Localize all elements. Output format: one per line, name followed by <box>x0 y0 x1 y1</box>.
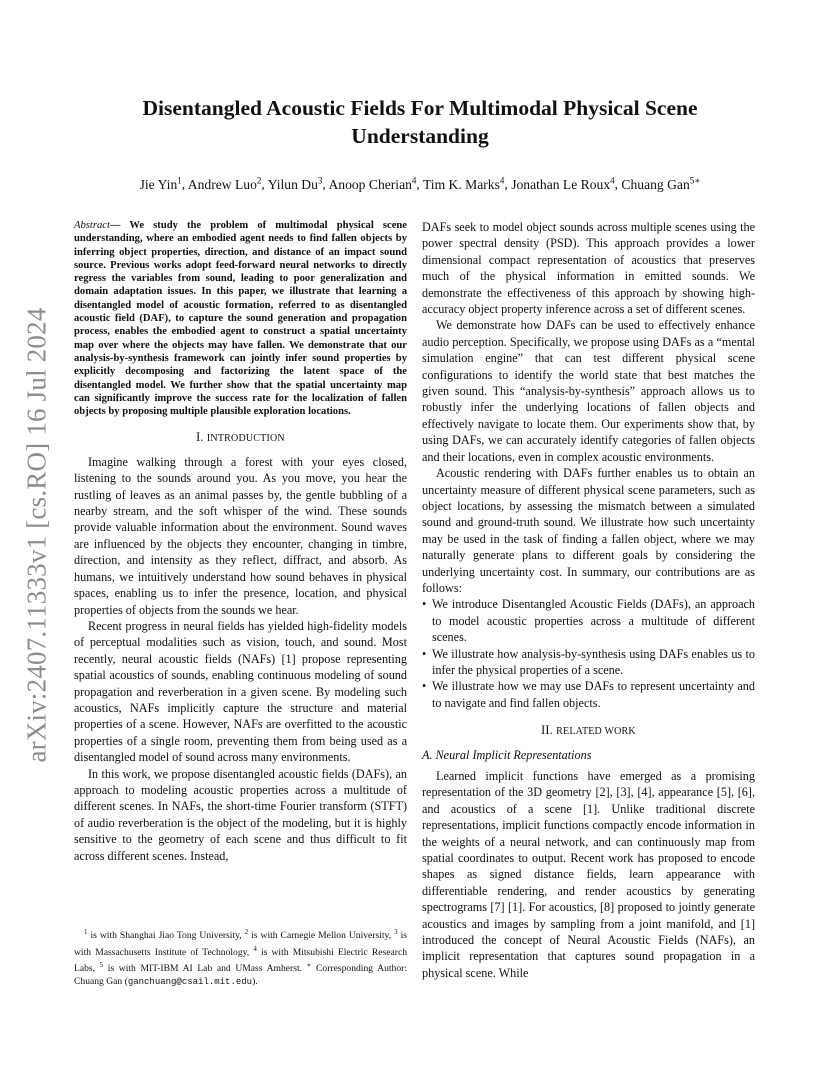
author: Tim K. Marks$^4$ <box>422 175 505 192</box>
title-line-2: Understanding <box>351 124 489 148</box>
paragraph: Recent progress in neural fields has yielded high-fidelity models of perceptual modalities such as vision, touch, and sound. Most recently, neural acoustic fields (NAFs) [1] propose representing spatial acoustics of sounds, enabling continuous modeling of sound propagation and reverberation in a given scene. By modeling such acoustics, NAFs implicitly capture the structure and material properties of a scene. However, NAFs are overfitted to the acoustic properties of a single room, preventing them from being used as a disentangled model of sound across many environments. <box>74 618 407 765</box>
paragraph: In this work, we propose disentangled acoustic fields (DAFs), an approach to modeling acoustic properties across a multitude of different scenes. In NAFs, the short-time Fourier transform (STFT) of audio reverberation is the object of the modeling, but it is highly sensitive to the geometry of each scene and thus difficult to fit across different scenes. Instead, <box>74 766 407 863</box>
subsection-heading: A. Neural Implicit Representations <box>422 747 592 762</box>
author-list: Jie Yin$^1$, Andrew Luo$^2$, Yilun Du$^3$, Anoop Cherian$^4$, Tim K. Marks$^4$, Jonathan Le Roux$^4$, Chuang Gan$^{5∗}$ <box>139 175 701 192</box>
paragraph: DAFs seek to model object sounds across multiple scenes using the power spectral density (PSD). This approach provides a lower dimensional compact representation of acoustics that preserves much of the physical information in emitted sounds. We demonstrate the effectiveness of this approach by showing high-accuracy object property inference across a set of different scenes. <box>422 220 755 317</box>
arxiv-sidebar-stamp <box>22 295 52 775</box>
email-link[interactable]: ganchuang@csail.mit.edu <box>127 976 253 987</box>
right-column <box>422 219 755 981</box>
author: Anoop Cherian$^4$ <box>328 175 417 192</box>
abstract <box>74 219 407 418</box>
paper-title <box>80 94 760 150</box>
abstract-text: — We study the problem of multimodal physical scene understanding, where an embodied agent needs to find fallen objects by inferring object properties, direction, and distance of an impact sound source. Previous works adopt feed-forward neural networks to directly regress the variables from sound, leading to poor generalization and domain adaptation issues. In this paper, we illustrate that learning a disentangled model of acoustic formation, referred to as disentangled acoustic field (DAF), to capture the sound generation and propagation process, enables the embodied agent to construct a spatial uncertainty map over where the objects may have fallen. We demonstrate that our analysis-by-synthesis framework can jointly infer sound properties by explicitly decomposing and factorizing the latent space of the disentangled model. We further show that the spatial uncertainty map can significantly improve the success rate for the localization of fallen objects by proposing multiple plausible exploration locations. <box>74 220 407 418</box>
left-column <box>74 219 407 864</box>
arxiv-identifier: arXiv:2407.11333v1 [cs.RO] 16 Jul 2024 <box>21 307 52 763</box>
paragraph: We demonstrate how DAFs can be used to effectively enhance audio perception. Specifically, we propose using DAFs as a “mental simulation engine” that can test different physical scene configurations to identify the world state that best matches the given sound. This “analysis-by-synthesis” approach allows us to robustly infer the underlying locations of fallen objects and effectively navigate to locate them. Our experiments show that, by using DAFs, we can accurately identify categories of fallen objects and their locations, even in complex acoustic environments. <box>422 318 755 464</box>
list-item: • We introduce Disentangled Acoustic Fields (DAFs), an approach to model acoustic properties across a multitude of different scenes. <box>422 596 755 645</box>
paragraph: Acoustic rendering with DAFs further enables us to obtain an uncertainty measure of different physical scene parameters, such as object locations, by assessing the mismatch between a simulated sound and ground-truth sound. We illustrate how such uncertainty may be used in the task of finding a fallen object, where we may naturally generate plans to different goals by considering the underlying uncertainty cost. In summary, our contributions are as follows: <box>422 466 755 595</box>
author: Andrew Luo$^2$ <box>187 175 262 192</box>
footnote: $^1$ is with Shanghai Jiao Tong University, $^2$ is with Carnegie Mellon University, $^3$ is with Massachusetts Institute of Technology, $^4$ is with Mitsubishi Electric Research Labs, $^5$ is with MIT-IBM AI Lab and UMass Amherst. ∗ Corresponding Author: Chuang Gan (ganchuang@csail.mit.edu). <box>74 928 407 987</box>
contribution-list <box>422 596 755 711</box>
section-heading-introduction: I. INTRODUCTION <box>196 430 285 445</box>
author: Chuang Gan$^{5∗}$ <box>621 175 701 192</box>
author: Jonathan Le Roux$^4$ <box>511 175 615 192</box>
abstract-label: Abstract <box>74 220 110 231</box>
paragraph: Imagine walking through a forest with your eyes closed, listening to the sounds around you. As you move, you hear the rustling of leaves as an animal passes by, the gentle bubbling of a nearby stream, and the soft whisper of the wind. These sounds provide valuable information about the environment. Sound waves are influenced by the objects they encounter, changing in timbre, direction, and intensity as they reflect, diffract, and absorb. As humans, we intuitively understand how sound behaves in physical spaces, enabling us to infer the presence, location, and physical properties of objects from the sounds we hear. <box>74 454 407 617</box>
author: Yilun Du$^3$ <box>267 175 323 192</box>
paragraph: Learned implicit functions have emerged as a promising representation of the 3D geometry [2], [3], [4], appearance [5], [6], and acoustics of a scene [1]. Unlike traditional discrete representations, implicit functions compactly encode information in the weights of a neural network, and can continuously map from spatial coordinates to output. Recent work has proposed to encode shapes as signed distance fields, learn appearance with differentiable rendering, and render acoustics by generating spectrograms [7] [1]. For acoustics, [8] proposed to jointly generate acoustics and images by sampling from a joint manifold, and [1] introduced the concept of Neural Acoustic Fields (NAFs), an implicit representation that captures sound propagation in a physical scene. While <box>422 769 755 980</box>
list-item: • We illustrate how we may use DAFs to represent uncertainty and to navigate and find fallen objects. <box>422 678 755 711</box>
title-line-1: Disentangled Acoustic Fields For Multimodal Physical Scene <box>142 96 698 120</box>
section-heading-related-work: II. RELATED WORK <box>541 723 636 738</box>
author: Jie Yin$^1$ <box>139 175 182 192</box>
list-item: • We illustrate how analysis-by-synthesis using DAFs enables us to infer the physical properties of a scene. <box>422 646 755 679</box>
